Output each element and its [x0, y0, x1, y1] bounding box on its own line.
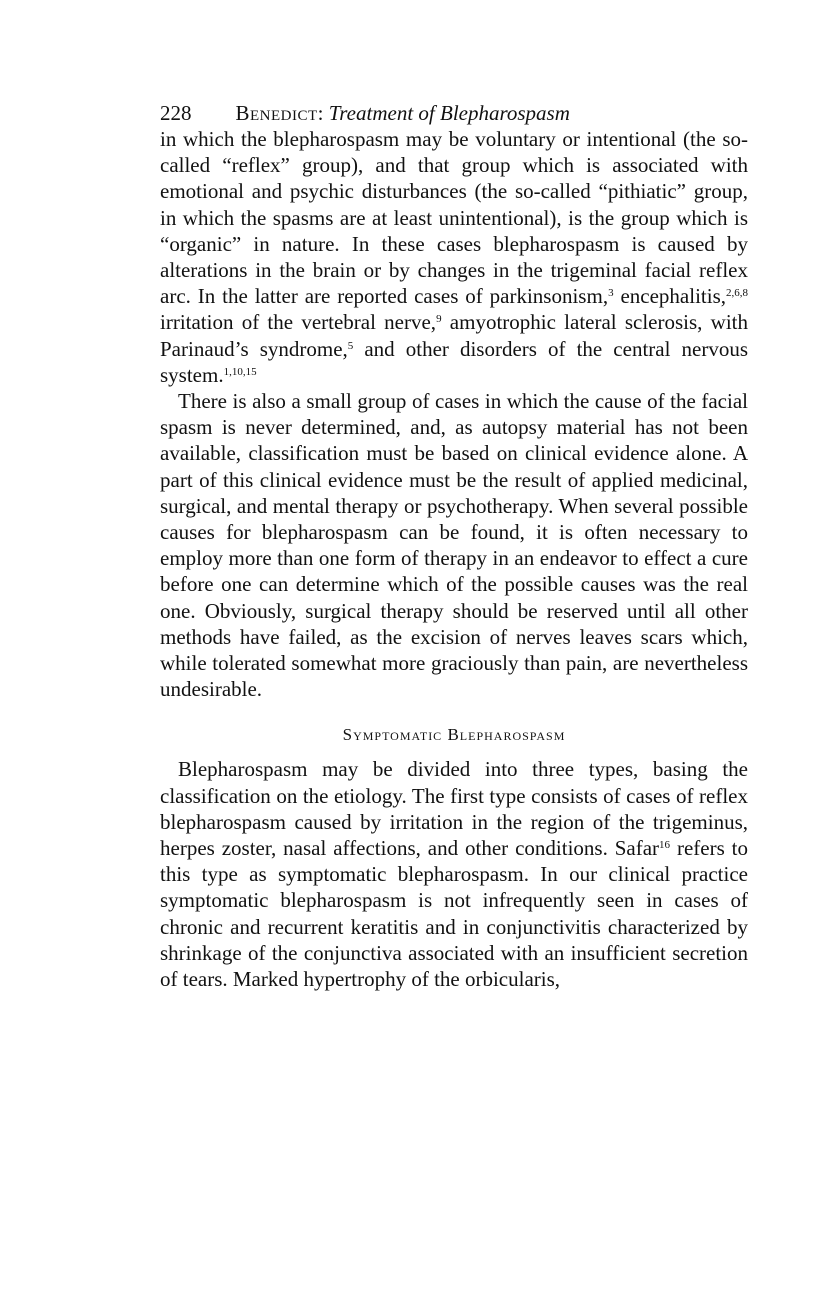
running-author: Benedict: [235, 101, 318, 125]
body-text: [160, 126, 748, 992]
paragraph-continued: [160, 126, 748, 388]
section-heading: Symptomatic Blepharospasm: [342, 725, 566, 745]
citation: 3: [608, 287, 614, 300]
text-run: in which the blepharospasm may be voluntary or intentional (the so-called “reflex” group), and that group which is associated with emotional and psychic disturbances (the so-called “pithiatic” group, in which the spasms are at least unintentional), is the group which is “organic” in nature. In these cases blepharospasm is caused by alterations in the brain or by changes in the trigeminal facial reflex arc. In the latter are reported cases of parkinsonism,: [160, 127, 748, 309]
page-number: 228: [160, 101, 192, 125]
text-run: refers to this type as symptomatic blepharospasm. In our clinical practice symptomatic blepharospasm is not infrequently seen in cases of chronic and recurrent keratitis and in conjunctivitis characterized by shrinkage of the conjunctiva associated with an insufficient secretion of tears. Marked hypertrophy of the orbicularis,: [160, 836, 748, 992]
citation: 1,10,15: [223, 365, 257, 378]
text-run: irritation of the vertebral nerve,: [160, 310, 437, 335]
text-run: and other disorders of the central nervous system.: [160, 336, 748, 387]
paragraph: [160, 756, 748, 992]
book-page: [160, 96, 748, 992]
text-run: Blepharospasm may be divided into three types, basing the classification on the etiology. The first type consists of cases of reflex blepharospasm caused by irritation in the region of the trigeminus, herpes zoster, nasal affections, and other conditions. Safar: [160, 757, 748, 861]
citation: 2,6,8: [726, 287, 749, 300]
running-title: Treatment of Blepharospasm: [328, 101, 570, 125]
text-run: amyotrophic lateral sclerosis, with Parinaud’s syndrome,: [160, 310, 748, 361]
citation: 5: [347, 339, 354, 352]
header-separator: :: [317, 101, 324, 125]
citation: 9: [436, 313, 442, 326]
text-run: encephalitis,: [613, 284, 727, 309]
paragraph: There is also a small group of cases in which the cause of the facial spasm is never determined, and, as autopsy material has not been available, classification must be based on clinical evidence alone. A part of this clinical evidence must be the result of applied medicinal, surgical, and mental therapy or psychotherapy. When several possible causes for blepharospasm can be found, it is often necessary to employ more than one form of therapy in an endeavor to effect a cure before one can determine which of the possible causes was the real one. Obviously, surgical therapy should be reserved until all other methods have failed, as the excision of nerves leaves scars which, while tolerated somewhat more graciously than pain, are nevertheless undesirable.: [160, 389, 748, 702]
citation: 16: [659, 839, 671, 852]
running-header: [160, 96, 748, 130]
